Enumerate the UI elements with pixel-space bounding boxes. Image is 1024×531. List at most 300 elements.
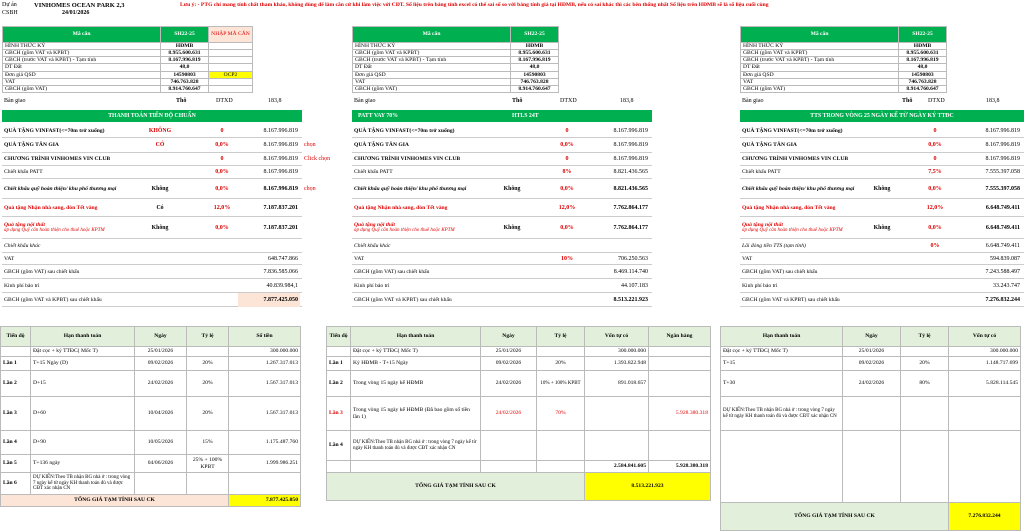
price-value <box>238 239 300 253</box>
label-sub-text: áp dụng Quỹ căn hoàn thiện cho thuê hoặc KPTM <box>742 228 843 234</box>
info-value: 8.955.600.631 <box>161 50 209 57</box>
option-flag[interactable]: Không <box>873 186 891 192</box>
plan-row-label <box>742 217 872 239</box>
price-value: 8.167.996.819 <box>263 169 298 175</box>
price-value: 8.469.114.740 <box>613 269 648 275</box>
total-row <box>721 503 1021 531</box>
label-sub-text: áp dụng Quỹ căn hoàn thiện cho thuê hoặc KPTM <box>4 228 105 234</box>
discount-pct <box>552 265 582 279</box>
total-value: 7.877.425.050 <box>229 495 301 507</box>
option-flag[interactable] <box>140 253 180 265</box>
option-flag[interactable] <box>492 138 532 153</box>
sum-own: 2.584.841.605 <box>585 461 649 473</box>
info-label: GBCH (trước VAT và KPBT) - Tạm tính <box>741 57 899 64</box>
price-value: 8.167.996.819 <box>985 156 1020 162</box>
option-flag[interactable]: Không <box>151 225 169 231</box>
option-flag[interactable] <box>140 239 180 253</box>
info-value: HĐMB <box>899 43 947 50</box>
info-label: DT Đất <box>741 64 899 71</box>
stage-cell: Lần 4 <box>327 431 351 461</box>
label-text: QUÀ TẶNG TÂN GIA <box>742 142 797 149</box>
price-value: 7.762.864.177 <box>613 225 648 231</box>
plan2-title <box>352 110 652 122</box>
plan3-title: TTS TRONG VÒNG 25 NGÀY KỂ TỪ NGÀY KÝ TTĐC <box>740 110 1024 122</box>
pct-cell: 10% + 100% KPBT <box>537 371 585 397</box>
plan-row-label <box>354 293 492 307</box>
choose-hint[interactable]: chọn <box>304 186 316 192</box>
discount-pct: 0,0% <box>215 186 229 192</box>
label-text: QUÀ TẶNG VINFAST(<=70m trở xuống) <box>4 127 105 134</box>
price-value: 8.167.996.819 <box>985 142 1020 148</box>
plan-row-label <box>354 138 492 153</box>
table-row <box>327 357 711 371</box>
plan-row <box>2 199 302 217</box>
total-value: 8.513.221.923 <box>585 473 711 501</box>
stage-cell: Lần 2 <box>1 371 31 397</box>
discount-pct: 7,5% <box>928 169 942 175</box>
option-flag[interactable]: Có <box>156 205 164 211</box>
label-text: QUÀ TẶNG VINFAST(<=70m trở xuống) <box>354 127 455 134</box>
pct-cell: 25% + 100% KPBT <box>187 455 229 473</box>
s2-header-stage: Tiến độ <box>327 327 351 347</box>
info-value: 8.914.760.647 <box>899 85 947 92</box>
total-label: TỔNG GIÁ TẠM TÍNH SAU CK <box>1 495 229 507</box>
info-value: 8.914.760.647 <box>511 85 559 92</box>
label-text: Quà tặng nội thất <box>742 222 783 229</box>
date-cell: 25/01/2026 <box>135 347 187 357</box>
plan-row <box>352 265 652 279</box>
term-cell: T+15 Ngày (D) <box>31 357 135 371</box>
enter-code-cell[interactable]: NHẬP MÃ CĂN <box>209 27 253 43</box>
dtxd-value: 183,8 <box>268 98 282 104</box>
plan-row-label <box>4 239 144 253</box>
price-value: 8.167.996.819 <box>263 128 298 134</box>
plan-row <box>352 239 652 253</box>
label-text: Chiết khấu khác <box>4 242 41 249</box>
discount-pct: 0 <box>933 128 937 134</box>
discount-pct: 10% <box>561 256 573 262</box>
term-cell: DỰ KIẾN:Theo TB nhận BG nhà ở : trong vòng 7 ngày kể từ ngày KH thanh toán đủ và được CĐT xác nhận CN <box>351 431 481 461</box>
discount-pct: 0,0% <box>560 186 574 192</box>
plan-row-label <box>4 124 144 138</box>
option-flag[interactable] <box>492 265 532 279</box>
option-flag[interactable]: CÓ <box>155 142 165 148</box>
date-cell: 09/02/2026 <box>843 357 901 371</box>
plan-row-label <box>742 153 872 166</box>
pct-cell: 20% <box>187 397 229 431</box>
plan-row-label <box>354 153 492 166</box>
table-row <box>327 431 711 461</box>
handover-label: Bàn giao <box>354 98 376 104</box>
info-value: 14590803 <box>161 71 209 78</box>
own-cell: 300.000.000 <box>949 347 1021 357</box>
term-cell: Đặt cọc + ký TTĐC( Mốc T) <box>31 347 135 357</box>
choose-hint[interactable]: Click chọn <box>304 156 331 162</box>
s2-header-pct: Tỷ lệ <box>537 327 585 347</box>
label-text: GBCH (gồm VAT và KPBT) sau chiết khấu <box>742 296 840 303</box>
option-flag[interactable] <box>492 153 532 166</box>
term-cell: D+60 <box>31 397 135 431</box>
info-label: GBCH (trước VAT và KPBT) - Tạm tính <box>3 57 161 64</box>
info-value: 8.914.760.647 <box>161 85 209 92</box>
discount-pct <box>920 293 950 307</box>
table-row <box>721 397 1021 431</box>
s3-header-own: Vốn tự có <box>949 327 1021 347</box>
table-row <box>327 371 711 397</box>
price-value: 6.648.749.411 <box>985 225 1020 231</box>
total-label: TỔNG GIÁ TẠM TÍNH SAU CK <box>327 473 585 501</box>
table-row <box>327 397 711 431</box>
info-label: GBCH (gồm VAT và KPBT) <box>353 50 511 57</box>
plan-row-label <box>742 293 872 307</box>
zone-cell[interactable]: OCP2 <box>209 71 253 78</box>
stage-cell: Lần 5 <box>1 455 31 473</box>
option-flag[interactable]: Không <box>503 186 521 192</box>
term-cell: Đặt cọc + ký TTĐC( Mốc T) <box>721 347 843 357</box>
plan-row <box>2 279 302 293</box>
plan2-title-text: PATT VAY 70% <box>358 113 398 119</box>
stage-cell: Lần 1 <box>1 357 31 371</box>
term-cell: T+30 <box>721 371 843 397</box>
plan-row-label <box>4 265 144 279</box>
disclaimer-note: Lưu ý: - PTG chỉ mang tính chất tham khảo, không dùng để làm căn cứ khi làm việc với CĐT. Số liệu trên bảng tính excel có thể sai số so với bảng tính giá tại HĐMB, nếu có sai khác thì các bên thống nhất Số liệu trên HĐMB sẽ là số liệu cuối cùng <box>180 2 769 8</box>
discount-pct <box>552 239 582 253</box>
plan-row <box>352 293 652 307</box>
stage-cell: Lần 3 <box>327 397 351 431</box>
plan-row-label <box>742 124 872 138</box>
plan-row <box>2 179 316 199</box>
label-text: Chiết khấu quỹ hoàn thiện/ khu phố thương mại <box>4 185 117 192</box>
dtxd-label: DTXD <box>928 98 945 104</box>
label-text: GBCH (gồm VAT) sau chiết khấu <box>742 268 818 275</box>
info-value: 8.955.600.631 <box>899 50 947 57</box>
plan-row-label <box>742 138 872 153</box>
option-flag[interactable] <box>492 239 532 253</box>
plan-row <box>2 166 302 179</box>
label-text: QUÀ TẶNG TÂN GIA <box>354 142 409 149</box>
discount-pct: 8% <box>562 169 572 175</box>
discount-pct <box>207 265 237 279</box>
plan-row <box>740 217 1024 239</box>
project-label: Dự án <box>2 2 17 8</box>
plan-row <box>352 138 652 153</box>
price-value: 7.555.397.058 <box>985 169 1020 175</box>
pct-cell: 20% <box>901 357 949 371</box>
date-cell: 24/02/2026 <box>481 371 537 397</box>
pct-cell: 70% <box>537 397 585 431</box>
s2-header-own: Vốn tự có <box>585 327 649 347</box>
price-value: 7.243.588.497 <box>985 269 1020 275</box>
plan-row <box>2 124 302 138</box>
discount-pct: 0 <box>565 156 569 162</box>
option-flag[interactable]: Không <box>503 225 521 231</box>
stage-cell: Lần 4 <box>1 431 31 455</box>
plan-row <box>740 265 1024 279</box>
plan2-title2-text: HTLS 24T <box>512 113 539 119</box>
label-text: CHƯƠNG TRÌNH VINHOMES VIN CLUB <box>354 156 461 163</box>
plan-row-label <box>742 199 872 217</box>
option-flag[interactable] <box>862 293 902 307</box>
date-cell: 09/02/2026 <box>481 357 537 371</box>
date-cell: 10/04/2026 <box>135 397 187 431</box>
term-cell: DỰ KIẾN:Theo TB nhận BG nhà ở : trong vòng 7 ngày kể từ ngày KH thanh toán đủ và được CĐT xác nhận CN <box>721 397 843 431</box>
info-label: GBCH (trước VAT và KPBT) - Tạm tính <box>353 57 511 64</box>
option-flag[interactable] <box>492 253 532 265</box>
info-value: 746.763.828 <box>511 78 559 85</box>
s3-header-pct: Tỷ lệ <box>901 327 949 347</box>
total-row <box>1 495 301 507</box>
discount-pct <box>920 265 950 279</box>
plan-row-label <box>354 253 492 265</box>
amount-cell: 1.999.986.251 <box>229 455 301 473</box>
plan-row <box>352 199 652 217</box>
label-text: Chiết khấu quỹ hoàn thiện/ khu phố thương mại <box>742 185 855 192</box>
discount-pct <box>207 293 237 307</box>
option-flag[interactable] <box>862 239 902 253</box>
s3-header-term: Hạn thanh toán <box>721 327 843 347</box>
table-row <box>1 473 301 495</box>
spacer-row <box>721 431 1021 503</box>
discount-pct <box>207 239 237 253</box>
option-flag[interactable]: Không <box>873 225 891 231</box>
option-flag[interactable] <box>492 279 532 293</box>
term-cell: D+90 <box>31 431 135 455</box>
term-cell: Ký HĐMB - T+15 Ngày <box>351 357 481 371</box>
price-value: 7.836.585.066 <box>263 269 298 275</box>
option-flag[interactable] <box>862 138 902 153</box>
plan-row <box>2 138 316 153</box>
plan-row <box>352 166 652 179</box>
term-cell: Trong vòng 15 ngày kể HĐMB (Đã bao gồm số tiền lần 1) <box>351 397 481 431</box>
option-flag[interactable] <box>140 153 180 166</box>
plan-row-label <box>4 253 144 265</box>
option-flag[interactable] <box>862 253 902 265</box>
table-row <box>721 347 1021 357</box>
price-value: 8.167.996.819 <box>613 128 648 134</box>
plan-row-label <box>354 124 492 138</box>
option-flag[interactable] <box>862 265 902 279</box>
discount-pct: 0,0% <box>215 142 229 148</box>
plan-row <box>352 279 652 293</box>
info-label: VAT <box>3 78 161 85</box>
price-value: 8.821.436.565 <box>613 169 648 175</box>
table-row <box>1 357 301 371</box>
label-text: Chiết khấu khác <box>354 242 391 249</box>
plan-row-label <box>4 199 144 217</box>
option-flag[interactable]: Không <box>151 186 169 192</box>
info-value: 8.167.996.819 <box>899 57 947 64</box>
plan-row-label <box>4 138 144 153</box>
plan-row <box>740 179 1024 199</box>
option-flag[interactable] <box>492 293 532 307</box>
info-value: 48,0 <box>511 64 559 71</box>
label-text: Chiết khấu PATT <box>4 169 43 176</box>
s2-header-term: Hạn thanh toán <box>351 327 481 347</box>
label-text: VAT <box>4 255 15 262</box>
option-flag[interactable] <box>140 279 180 293</box>
info-value: 746.763.828 <box>899 78 947 85</box>
price-value: 40.839.984,1 <box>266 283 298 289</box>
discount-pct: 0,0% <box>560 225 574 231</box>
plan-row <box>2 265 302 279</box>
table-row <box>1 397 301 431</box>
plan-row <box>352 253 652 265</box>
price-value: 594.839.087 <box>990 256 1020 262</box>
option-flag[interactable] <box>862 124 902 138</box>
policy-date: 24/01/2026 <box>62 10 90 16</box>
own-cell: 5.828.114.545 <box>949 371 1021 397</box>
plan-row <box>740 199 1024 217</box>
date-cell: 25/01/2026 <box>843 347 901 357</box>
discount-pct: 0,0% <box>928 186 942 192</box>
plan-row-label <box>742 253 872 265</box>
option-flag[interactable] <box>862 279 902 293</box>
total-value: 7.276.832.244 <box>949 503 1021 531</box>
handover-value: Thô <box>902 98 913 104</box>
discount-pct <box>207 253 237 265</box>
info-value: 8.955.600.631 <box>511 50 559 57</box>
csbh-label: CSBH <box>2 10 18 16</box>
price-value: 7.762.864.177 <box>613 205 648 211</box>
s2-header-bank: Ngân hàng <box>649 327 711 347</box>
plan-row <box>740 279 1024 293</box>
discount-pct <box>552 293 582 307</box>
price-value: 7.187.837.201 <box>263 225 298 231</box>
price-value: 6.648.749.411 <box>985 243 1020 249</box>
own-cell: 891.018.657 <box>585 371 649 397</box>
s1-header-date: Ngày <box>135 327 187 347</box>
pct-cell: 15% <box>187 431 229 455</box>
option-flag[interactable] <box>862 166 902 179</box>
label-text: VAT <box>354 255 365 262</box>
price-value: 33.243.747 <box>993 283 1020 289</box>
plan-row <box>2 253 302 265</box>
plan-row-label <box>4 279 144 293</box>
plan-row <box>2 293 302 307</box>
info-value: 48,0 <box>899 64 947 71</box>
discount-pct <box>920 253 950 265</box>
discount-pct: 0 <box>220 156 224 162</box>
plan-row-label <box>354 199 492 217</box>
unit-code: SH22-25 <box>161 27 209 43</box>
dtxd-label: DTXD <box>216 98 233 104</box>
plan-row <box>352 179 652 199</box>
handover-value: Thô <box>176 98 187 104</box>
discount-pct: 0 <box>933 156 937 162</box>
date-cell: 24/02/2026 <box>481 397 537 431</box>
dtxd-value: 183,8 <box>986 98 1000 104</box>
option-flag[interactable] <box>140 293 180 307</box>
info-label: GBCH (gồm VAT và KPBT) <box>3 50 161 57</box>
price-value: 7.555.397.058 <box>985 186 1020 192</box>
project-name: VINHOMES OCEAN PARK 2,3 <box>34 2 125 9</box>
price-value: 8.167.996.819 <box>263 142 298 148</box>
option-flag[interactable] <box>492 124 532 138</box>
price-value: 6.648.749.411 <box>985 205 1020 211</box>
discount-pct: 0 <box>565 128 569 134</box>
info-label: GBCH (gồm VAT và KPBT) <box>741 50 899 57</box>
amount-cell: 300.000.000 <box>229 347 301 357</box>
own-cell: 1.148.717.699 <box>949 357 1021 371</box>
pct-cell: 20% <box>537 357 585 371</box>
label-text: Quà tặng Nhận nhà sang, đón Tết vàng <box>354 204 448 211</box>
plan-row-label <box>742 179 872 199</box>
amount-cell: 1.567.317.013 <box>229 371 301 397</box>
info-value: HĐMB <box>511 43 559 50</box>
choose-hint[interactable]: chọn <box>304 142 316 148</box>
s1-header-stage: Tiến độ <box>1 327 31 347</box>
discount-pct: 12,0% <box>926 205 944 211</box>
option-flag[interactable] <box>140 265 180 279</box>
table-row <box>1 347 301 357</box>
info-label: GBCH (gồm VAT) <box>3 85 161 92</box>
s2-header-date: Ngày <box>481 327 537 347</box>
plan-row-label <box>742 265 872 279</box>
plan-row-label <box>4 166 144 179</box>
date-cell: 25/01/2026 <box>481 347 537 357</box>
option-flag[interactable] <box>492 199 532 217</box>
own-cell: 1.393.822.948 <box>585 357 649 371</box>
schedule-table-2 <box>326 326 711 501</box>
plan-row-label <box>354 166 492 179</box>
table-row <box>1 431 301 455</box>
discount-pct: 0,0% <box>215 169 229 175</box>
info-label: VAT <box>353 78 511 85</box>
label-text: Quà tặng nội thất <box>4 222 45 229</box>
plan-row-label <box>354 179 492 199</box>
info-label: Đơn giá QSD <box>741 71 899 78</box>
table-row <box>1 455 301 473</box>
option-flag[interactable] <box>140 166 180 179</box>
plan-row <box>352 217 652 239</box>
info-value: 14590803 <box>511 71 559 78</box>
option-flag[interactable] <box>862 153 902 166</box>
label-text: QUÀ TẶNG TÂN GIA <box>4 142 59 149</box>
info-value: 746.763.828 <box>161 78 209 85</box>
price-value: 7.187.837.201 <box>263 205 298 211</box>
plan-row <box>352 153 652 166</box>
label-text: Quà tặng nội thất <box>354 222 395 229</box>
own-cell: 300.000.000 <box>585 347 649 357</box>
option-flag[interactable] <box>492 166 532 179</box>
dtxd-value: 183,8 <box>620 98 634 104</box>
info-label: VAT <box>741 78 899 85</box>
term-cell: Đặt cọc + ký TTĐC( Mốc T) <box>351 347 481 357</box>
date-cell: 04/06/2026 <box>135 455 187 473</box>
label-text: Chiết khấu quỹ hoàn thiện/ khu phố thương mại <box>354 185 467 192</box>
option-flag[interactable] <box>862 199 902 217</box>
table-row <box>327 347 711 357</box>
table-row <box>721 371 1021 397</box>
discount-pct: 0,0% <box>928 142 942 148</box>
info-value: 48,0 <box>161 64 209 71</box>
amount-cell: 1.267.317.013 <box>229 357 301 371</box>
discount-pct: 0 <box>220 128 224 134</box>
info-label: Đơn giá QSD <box>3 71 161 78</box>
plan-row <box>352 124 652 138</box>
option-flag[interactable]: KHÔNG <box>148 128 172 134</box>
label-text: Chiết khấu PATT <box>354 169 393 176</box>
plan-row <box>740 138 1024 153</box>
plan-row-label <box>742 279 872 293</box>
term-cell: D+15 <box>31 371 135 397</box>
plan-row <box>740 253 1024 265</box>
discount-pct: 0,0% <box>560 142 574 148</box>
schedule-table-3 <box>720 326 1021 531</box>
info-label: HÌNH THỨC KÝ <box>3 43 161 50</box>
handover-label: Bàn giao <box>742 98 764 104</box>
discount-pct: 0% <box>930 243 940 249</box>
